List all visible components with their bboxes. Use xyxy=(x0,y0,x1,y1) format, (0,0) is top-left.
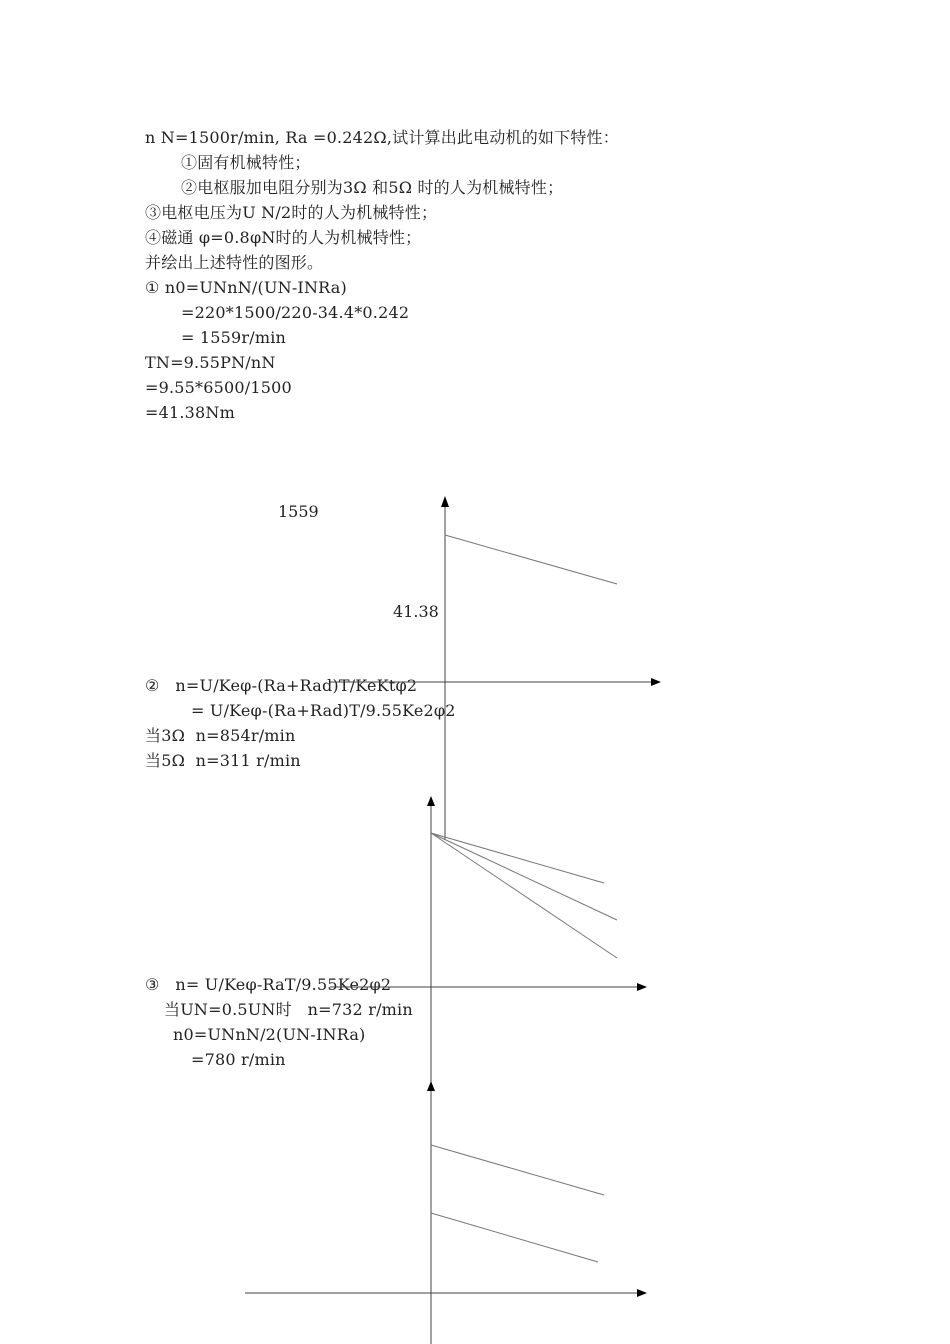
solution-3-n0-formula: n0=UNnN/2(UN-INRa) xyxy=(173,1025,366,1044)
solution-1-n0-subst: =220*1500/220-34.4*0.242 xyxy=(181,303,410,322)
figure1-natural-characteristic xyxy=(330,496,661,840)
solution-2-formula: ② n=U/Keφ-(Ra+Rad)T/KeKtφ2 xyxy=(145,676,418,695)
problem-item-1: ①固有机械特性； xyxy=(181,153,311,172)
figure1-x-arrow xyxy=(651,678,661,686)
figure1-tn-label: 41.38 xyxy=(393,602,439,621)
solution-3-n0-result: =780 r/min xyxy=(191,1050,286,1069)
solution-1-n0-formula: ① n0=UNnN/(UN-INRa) xyxy=(145,278,347,297)
solution-2-5ohm: 当5Ω n=311 r/min xyxy=(145,751,301,770)
solution-1-tn-formula: TN=9.55PN/nN xyxy=(145,353,276,372)
solution-2-formula-cont: = U/Keφ-(Ra+Rad)T/9.55Ke2φ2 xyxy=(191,701,456,720)
figure2-curve-natural xyxy=(431,833,604,883)
figure1-n0-label: 1559 xyxy=(278,502,319,521)
figure2-y-arrow xyxy=(427,796,435,806)
figure1-y-arrow xyxy=(441,496,449,507)
problem-item-3: ③电枢电压为U N/2时的人为机械特性； xyxy=(145,203,438,222)
figure1-curve xyxy=(445,535,617,584)
solution-3-half-voltage: 当UN=0.5UN时 n=732 r/min xyxy=(164,1000,413,1019)
figure3-voltage-characteristics xyxy=(245,1081,647,1344)
figure2-x-arrow xyxy=(637,983,647,991)
figure3-curve-half-voltage xyxy=(431,1213,598,1262)
figure2-curve-5ohm xyxy=(431,833,617,958)
solution-1-tn-subst: =9.55*6500/1500 xyxy=(145,378,292,397)
problem-item-4: ④磁通 φ=0.8φN时的人为机械特性； xyxy=(145,228,422,247)
solution-1-tn-result: =41.38Nm xyxy=(145,403,235,422)
solution-3-formula: ③ n= U/Keφ-RaT/9.55Ke2φ2 xyxy=(145,975,392,994)
figure3-x-arrow xyxy=(637,1289,647,1297)
problem-line-1: n N=1500r/min, Ra =0.242Ω,试计算出此电动机的如下特性： xyxy=(145,128,619,147)
figure2-resistance-characteristics xyxy=(330,796,647,1088)
problem-item-2: ②电枢服加电阻分别为3Ω 和5Ω 时的人为机械特性； xyxy=(181,178,564,197)
figure3-curve-rated xyxy=(431,1145,604,1195)
problem-instruction: 并绘出上述特性的图形。 xyxy=(145,253,324,272)
solution-1-n0-result: = 1559r/min xyxy=(181,328,287,347)
solution-2-3ohm: 当3Ω n=854r/min xyxy=(145,726,296,745)
figure3-y-arrow xyxy=(427,1081,435,1091)
figure2-curve-3ohm xyxy=(431,833,617,920)
